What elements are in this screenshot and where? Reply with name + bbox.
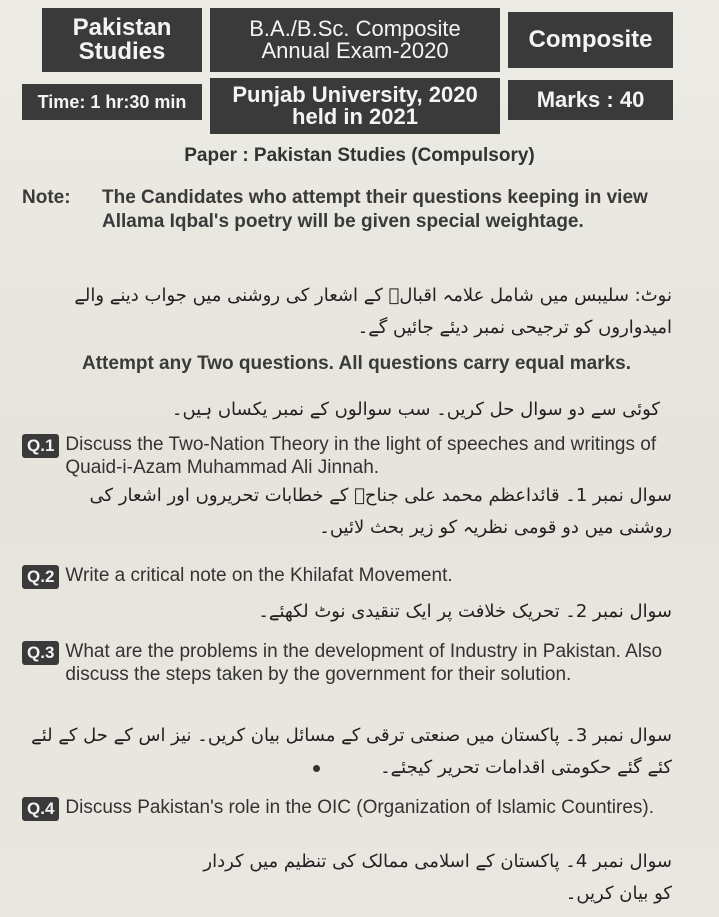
note-urdu: نوٹ: سلیبس میں شامل علامہ اقبالؒ کے اشعار کی روشنی میں جواب دینے والے امیدواروں کو ترجیحی نمبر دیئے جائیں گے۔ <box>74 285 672 338</box>
note-block <box>22 186 672 234</box>
note-label: Note: <box>22 187 71 208</box>
marks-box <box>508 80 673 120</box>
exam-type: Composite <box>528 26 653 53</box>
question-3-text: What are the problems in the development of Industry in Pakistan. Also discuss the steps taken by the government for their solution. <box>65 641 663 685</box>
question-4-urdu: سوال نمبر 4۔ پاکستان کے اسلامی ممالک کی تنظیم میں کردار کو بیان کریں۔ <box>203 851 672 904</box>
question-3 <box>22 640 672 686</box>
question-2 <box>22 564 672 589</box>
question-4-label: Q.4 <box>22 797 59 821</box>
exam-line-2: Annual Exam-2020 <box>261 38 449 63</box>
university-box <box>210 78 500 134</box>
question-1 <box>22 433 672 479</box>
question-1-label: Q.1 <box>22 434 59 458</box>
question-1-text: Discuss the Two-Nation Theory in the light of speeches and writings of Quaid-i-Azam Muhammad Ali Jinnah. <box>65 434 657 478</box>
instruction-urdu: کوئی سے دو سوال حل کریں۔ سب سوالوں کے نمبر یکساں ہیں۔ <box>171 399 660 420</box>
exam-line-1: B.A./B.Sc. Composite <box>249 16 461 41</box>
exam-time: Time: 1 hr:30 min <box>37 92 187 112</box>
time-box <box>22 84 202 120</box>
note-text: The Candidates who attempt their questions keeping in view Allama Iqbal's poetry will be given special weightage. <box>102 187 648 232</box>
question-4-text: Discuss Pakistan's role in the OIC (Organization of Islamic Countires). <box>65 797 655 818</box>
university-line-2: held in 2021 <box>292 104 418 129</box>
instruction-text: Attempt any Two questions. All questions carry equal marks. <box>82 353 632 374</box>
subject-line-1: Pakistan <box>72 14 172 41</box>
question-2-text: Write a critical note on the Khilafat Movement. <box>65 565 453 586</box>
exam-box <box>210 8 500 72</box>
question-2-urdu: سوال نمبر 2۔ تحریک خلافت پر ایک تنقیدی نوٹ لکھئے۔ <box>258 601 672 622</box>
paper-title: Paper : Pakistan Studies (Compulsory) <box>184 145 535 166</box>
university-line-1: Punjab University, 2020 <box>232 82 478 107</box>
ink-dot <box>313 765 320 772</box>
subject-box <box>42 8 202 72</box>
subject-line-2: Studies <box>78 38 166 65</box>
question-4 <box>22 796 672 821</box>
exam-type-box <box>508 12 673 68</box>
total-marks: Marks : 40 <box>536 87 645 112</box>
question-1-urdu: سوال نمبر 1۔ قائداعظم محمد علی جناحؒ کے خطابات تحریروں اور اشعار کی روشنی میں دو قومی نظریہ کو زیر بحث لائیں۔ <box>89 485 672 538</box>
question-3-label: Q.3 <box>22 641 59 665</box>
question-3-urdu: سوال نمبر 3۔ پاکستان میں صنعتی ترقی کے مسائل بیان کریں۔ نیز اس کے حل کے لئے کئے گئے حکومتی اقدامات تحریر کیجئے۔ <box>31 725 672 778</box>
question-2-label: Q.2 <box>22 565 59 589</box>
